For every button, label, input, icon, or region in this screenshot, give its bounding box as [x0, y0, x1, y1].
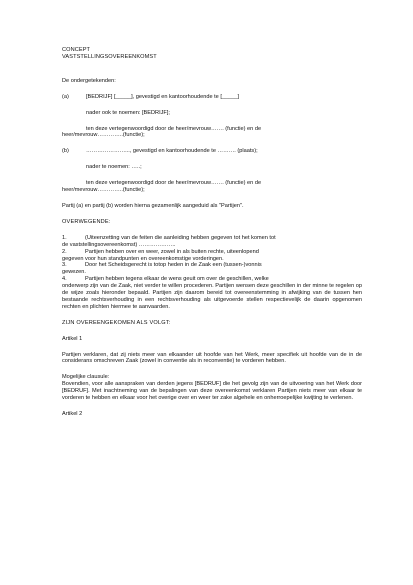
consideration-2-cont: gegeven voor hun standpunten en overeenkomstige vorderingen.	[62, 255, 224, 262]
consideration-2-text: Partijen hebben over en weer, zowel in als buiten rechte, uiteenlopend	[85, 248, 259, 255]
party-a	[62, 94, 362, 101]
considerations-heading: OVERWEGENDE:	[62, 218, 111, 225]
party-b-rep: ten deze vertegenwoordigd door de heer/mevrouw……. (functie) en de	[86, 180, 262, 187]
consideration-1	[62, 235, 362, 242]
consideration-2	[62, 249, 362, 256]
option-clause-text: Bovendien, voor alle aanspraken van derden jegens [BEDRUF] die het gevolg zijn van de uitvoering van het Werk door [BEDRUF]. Met inachtneming van de bepalingen van deze overeenkomst verklaren Partijen niets meer van elkaar te vorderen te hebben en elkaar voor het overige over en weer ter zake algehele en onherroepelijke kwijting te verlenen.	[62, 381, 362, 402]
consideration-4-num: 4.	[62, 276, 67, 283]
consideration-1-num: 1.	[62, 234, 67, 241]
party-a-rep: ten deze vertegenwoordigd door de heer/mevrouw……. (functie) en de	[86, 125, 262, 132]
doc-status: CONCEPT	[62, 47, 91, 53]
consideration-4-cont: onderwerp zijn van de Zaak, niet verder te willen procederen. Partijen wensen deze geschillen in der minne te regelen op de wijze zoals hieronder bepaald. Partijen zijn daarom bereid tot overeenstemming in afwijking van de tussen hen bestaande rechtsverhouding in een rechtsverhouding als uitgevoerde stellen respectievelijk de daarin opgenomen rechten en plichten hiermee te aanvaarden.	[62, 283, 362, 310]
consideration-3	[62, 262, 362, 269]
consideration-3-text: Door het Scheidsgerecht is totop heden in de Zaak een (tussen-)vonnis	[85, 262, 262, 269]
article-1-title: Artikel 1	[62, 335, 83, 342]
consideration-4-text: Partijen hebben tegens elkaar de wens geuit om over de geschillen, welke	[85, 276, 269, 283]
parties-joint: Partij (a) en partij (b) worden hierna gezamenlijk aangeduid als "Partijen".	[62, 202, 244, 209]
party-b-rep-cont: heer/mevrouw…………..(functie);	[62, 187, 145, 194]
doc-title: VASTSTELLINGSOVEREENKOMST	[62, 53, 157, 60]
consideration-4	[62, 276, 362, 283]
parties-intro: De ondergetekenden:	[62, 77, 116, 84]
consideration-3-num: 3.	[62, 262, 67, 269]
option-clause-title: Mogelijke clausule:	[62, 374, 110, 381]
party-b-name: …………………..., gevestigd en kantoorhoudende te ………. (plaats);	[86, 148, 258, 155]
party-b	[62, 148, 362, 155]
consideration-1-text: (Uiteenzetting van de feiten die aanleiding hebben gegeven tot het komen tot	[85, 234, 276, 241]
document-page	[62, 47, 362, 418]
party-a-alias: nader ook te noemen: [BEDRIJF];	[86, 109, 170, 116]
party-b-alias: nader te noemen: …..;	[86, 164, 142, 171]
party-a-label: (a)	[62, 93, 69, 100]
consideration-2-num: 2.	[62, 248, 67, 255]
article-2-title: Artikel 2	[62, 411, 83, 417]
party-a-name: [BEDRIJF] [_____], gevestigd en kantoorhoudende te [_____]	[86, 93, 240, 100]
considerations-list	[62, 235, 362, 311]
party-a-rep-cont: heer/mevrouw…………..(functie);	[62, 132, 145, 139]
consideration-3-cont: gewezen.	[62, 269, 86, 276]
agreed-heading: ZIJN OVEREENGEKOMEN ALS VOLGT:	[62, 319, 171, 326]
party-b-label: (b)	[62, 148, 69, 155]
article-1-text: Partijen verklaren, dat zij niets meer van elkaander uit hoofde van het Werk, meer specifiek uit hoofde van de in de considerans omschreven Zaak (zowel in conventie als in reconventie) te vorderen hebben.	[62, 351, 362, 365]
consideration-1-cont: de vaststellingsovereenkomst) ………………..	[62, 241, 176, 248]
